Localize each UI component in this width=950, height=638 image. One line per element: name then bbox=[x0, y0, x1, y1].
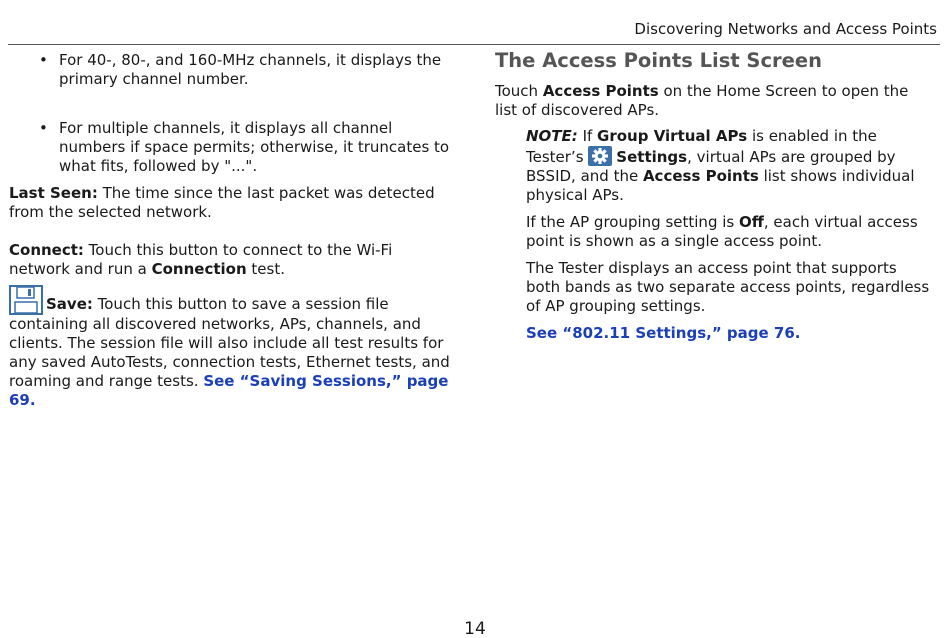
save-icon bbox=[9, 285, 43, 315]
last-seen-term: Last Seen: bbox=[9, 184, 98, 202]
last-seen-text: The time since the last packet was detected from the selected network. bbox=[9, 184, 435, 221]
settings-link-period: . bbox=[794, 324, 801, 342]
note-paragraph bbox=[526, 127, 935, 205]
save-link-period: . bbox=[29, 391, 36, 409]
note-label: NOTE: bbox=[526, 127, 578, 145]
note-bold-settings: Settings bbox=[616, 148, 688, 166]
grouping-text-1: If the AP grouping setting is bbox=[526, 213, 739, 231]
note-bold-group: Group Virtual APs bbox=[597, 127, 748, 145]
note-text-1: If bbox=[577, 127, 598, 145]
grouping-bold: Off bbox=[738, 213, 764, 231]
note-bold-access-points: Access Points bbox=[642, 167, 759, 185]
right-column bbox=[495, 50, 935, 343]
access-points-intro bbox=[495, 82, 935, 120]
grouping-paragraph bbox=[526, 213, 935, 251]
save-text: Touch this button to save a session file containing all discovered networks, APs, channels, and clients. The session file will also include all test results for any saved AutoTests, connection tests, Ethernet tests, and roaming and range tests. bbox=[9, 295, 450, 390]
settings-link[interactable]: See “802.11 Settings,” page 76 bbox=[526, 324, 795, 342]
intro-bold: Access Points bbox=[542, 82, 659, 100]
section-heading: The Access Points List Screen bbox=[495, 49, 822, 72]
connect-paragraph bbox=[9, 241, 457, 279]
note-text-4: list shows individual physical APs. bbox=[526, 167, 915, 204]
bullet-multiple-channels: • For multiple channels, it displays all channel numbers if space permits; otherwise, it truncates to what fits, followed by "...". bbox=[9, 119, 457, 176]
note-text-2: is enabled in the Tester’s bbox=[526, 127, 877, 166]
last-seen-paragraph bbox=[9, 184, 457, 222]
connect-text-1: Touch this button to connect to the Wi-Fi network and run a bbox=[9, 241, 393, 278]
saving-sessions-link[interactable]: See “Saving Sessions,” page 69 bbox=[9, 372, 449, 409]
bands-paragraph: The Tester displays an access point that supports both bands as two separate access points, regardless of AP grouping settings. bbox=[526, 259, 930, 315]
left-column bbox=[9, 50, 457, 410]
see-settings-paragraph bbox=[526, 324, 935, 343]
grouping-text-2: , each virtual access point is shown as a single access point. bbox=[526, 213, 918, 250]
connect-term: Connect: bbox=[9, 241, 84, 259]
running-header: Discovering Networks and Access Points bbox=[634, 20, 937, 38]
save-term: Save: bbox=[46, 295, 93, 313]
save-paragraph bbox=[9, 285, 457, 410]
bullet-primary-channel: • For 40-, 80-, and 160-MHz channels, it displays the primary channel number. bbox=[9, 51, 457, 89]
header-rule bbox=[8, 44, 940, 45]
gear-icon bbox=[588, 146, 612, 166]
connect-text-2: test. bbox=[246, 260, 285, 278]
intro-text-2: on the Home Screen to open the list of discovered APs. bbox=[495, 82, 909, 119]
page-number: 14 bbox=[464, 619, 486, 638]
note-block bbox=[495, 127, 935, 343]
intro-text-1: Touch bbox=[495, 82, 543, 100]
note-text-3: , virtual APs are grouped by BSSID, and the bbox=[526, 148, 896, 185]
connect-bold: Connection bbox=[151, 260, 247, 278]
